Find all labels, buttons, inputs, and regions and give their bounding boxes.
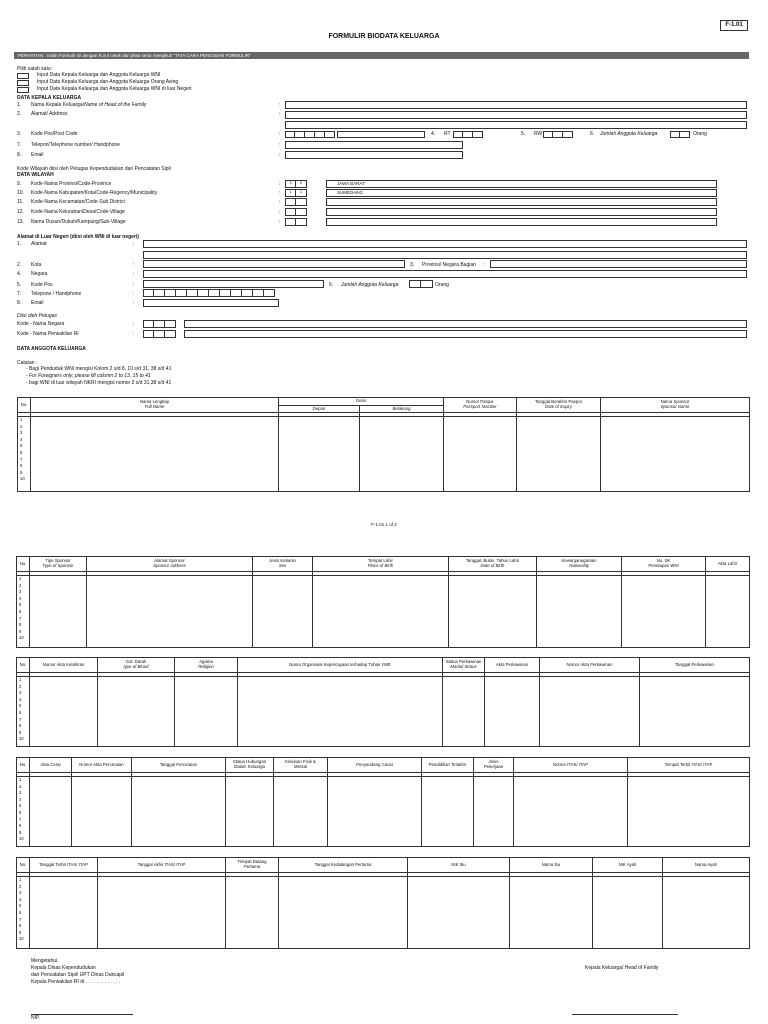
code-digit: 3 (285, 180, 296, 188)
catatan-note-1: - Bagi Penduduk WNI mengisi Kolom 2 s/d 8, 10 s/d 31, 38 s/d 41 (26, 366, 172, 372)
col-tgl-paspor-en: Date of Expiry (545, 404, 573, 409)
col-tanggal-lahir-en: Date of Birth (480, 563, 505, 568)
luar-alamat-no: 1. (17, 241, 22, 247)
luar-prov-label: Provinsi/ Negara Bagian (422, 262, 476, 268)
kepala-telp-label: Telepon/Telephone number/ Handphone (31, 142, 120, 148)
wilayah-no-10: 10. (17, 190, 24, 196)
choice-option-wni: Input Data Kepala Keluarga dan Anggota Keluarga WNI (37, 72, 161, 78)
luar-email-label: Email (31, 300, 44, 306)
luar-alamat-field-line1[interactable] (143, 240, 747, 248)
colon: : (279, 219, 281, 225)
wilayah-label-dusun: Nama Dusun/Dukuh/Kampung/Sub-Village (31, 219, 126, 225)
email-field[interactable] (285, 151, 463, 159)
luar-jumlah-cells[interactable] (409, 280, 433, 288)
colon: : (279, 111, 281, 117)
signature-line-left[interactable] (31, 1014, 133, 1015)
cell-tanggal-lahir[interactable] (449, 576, 537, 648)
col-organisasi: Nama Organisasi Kepercayaan terhadap Tuhan YME (238, 658, 443, 673)
cell-no-sk[interactable] (622, 576, 706, 648)
cell-kelainan[interactable] (274, 777, 328, 847)
col-kewarganegaraan (537, 557, 622, 572)
luar-orang-label: Orang (435, 282, 449, 288)
colon: : (133, 262, 135, 268)
col-tipe-sponsor-en: Type of Sponsor (42, 563, 74, 568)
col-tanggal-lahir (449, 557, 537, 572)
col-tgl-akhir-itas: Tanggal Akhir ITAS/ ITAP (98, 858, 226, 873)
luar-kota-no: 2. (17, 262, 22, 268)
col-alamat-sponsor-label: Alamat Sponsor (154, 558, 185, 564)
choice-option-asing: Input Data Kepala Keluarga dan Anggota Keluarga Orang Asing (37, 79, 179, 85)
col-jenis-kelamin (253, 557, 313, 572)
form-code-box (720, 20, 748, 31)
col-no: No. (17, 557, 30, 572)
col-agama (175, 658, 238, 673)
luar-negara-field[interactable] (143, 270, 747, 278)
col-nomor-paspor-en: Passport Number (463, 404, 497, 409)
cell-pekerjaan[interactable] (474, 777, 514, 847)
kepala-nama-en: Name of Head of the Family (84, 102, 147, 108)
choice-checkbox-wni[interactable] (17, 73, 29, 79)
col-no: No. (17, 858, 30, 873)
wilayah-label-kelurahan: Kode-Nama Kelurahan/Desa/Code-Village (31, 209, 125, 215)
anggota-heading: DATA ANGGOTA KELUARGA (17, 346, 86, 352)
colon: : (279, 142, 281, 148)
col-no: No. (17, 658, 30, 673)
cell-tipe-sponsor[interactable] (30, 576, 87, 648)
col-kelainan-label: Kelainan Fisik & (285, 759, 316, 765)
signature-line-right[interactable] (572, 1014, 678, 1015)
col-gol-darah-en: type of Blood (123, 664, 149, 669)
wilayah-no-13: 13. (17, 219, 24, 225)
catatan-note-2: - For Foreigners only, please fill column 2 to 13, 15 to 41 (26, 373, 151, 379)
choice-label: Pilih salah satu: (17, 66, 53, 72)
kepala-rt-no: 4. (431, 131, 436, 137)
code-digit: 2 (296, 180, 307, 188)
kepala-telp-no: 7. (17, 142, 22, 148)
kabupaten-value: SUMEDANG (337, 190, 364, 195)
colon: : (133, 291, 135, 297)
col-tanggal-lahir-label: Tanggal, Bulan, Tahun Lahir (465, 558, 520, 564)
kodepos-extra-field[interactable] (337, 131, 425, 138)
cell-nik-ayah[interactable] (593, 877, 663, 949)
kelurahan-name-field[interactable] (326, 208, 717, 216)
cell-penyandang-cacat[interactable] (328, 777, 422, 847)
wilayah-label-kecamatan: Kode-Nama Kecamatan/Code-Sub District (31, 199, 125, 205)
kabupaten-name-field[interactable] (326, 189, 717, 197)
rw-cells[interactable] (543, 131, 573, 138)
col-status-hubungan (226, 758, 274, 773)
col-tipe-sponsor (30, 557, 87, 572)
col-tgl-paspor (517, 398, 601, 413)
col-no-sk (622, 557, 706, 572)
luar-email-field[interactable] (143, 299, 279, 307)
cell-status-kawin[interactable] (443, 677, 485, 747)
cell-akta-cerai[interactable] (30, 777, 72, 847)
code-digit: 1 (285, 189, 296, 197)
footer-line-1: Kepala Dinas Kependudukan (31, 965, 96, 971)
luar-provinsi-field[interactable] (490, 260, 747, 268)
col-nomor-akta-perkawinan: Nomor Akta Perkawinan (540, 658, 640, 673)
kepala-email-label: Email (31, 152, 44, 158)
alamat-field-line2[interactable] (285, 121, 747, 129)
petugas-perwakilan-name[interactable] (184, 330, 747, 338)
col-tgl-terbit-itas: Tanggal Terbit ITAS/ ITAP (30, 858, 98, 873)
cell-tanggal-perkawinan[interactable] (640, 677, 750, 747)
colon: : (279, 190, 281, 196)
col-gol-darah (98, 658, 175, 673)
col-kewarganegaraan-label: Kewarganegaraan (561, 558, 597, 564)
cell-nomor-itas[interactable] (514, 777, 628, 847)
provinsi-name-field[interactable] (326, 180, 717, 188)
form-title: FORMULIR BIODATA KELUARGA (328, 33, 440, 40)
cell-tempat-lahir[interactable] (313, 576, 449, 648)
luar-negara-no: 4. (17, 271, 22, 277)
telepon-field[interactable] (285, 141, 463, 149)
kepala-alamat-label: Alamat/ Address (31, 111, 68, 117)
cell-nama-ibu[interactable] (510, 877, 593, 949)
petugas-heading: Diisi oleh Petugas (17, 313, 58, 319)
cell-tempat-datang[interactable] (226, 877, 279, 949)
petugas-negara-label: Kode - Nama Negara (17, 321, 65, 327)
col-status-kawin (443, 658, 485, 673)
col-tanggal-cerai: Tanggal Perceraian (132, 758, 226, 773)
petugas-negara-code[interactable] (143, 320, 176, 328)
col-nama-lengkap-en: Full Name (144, 404, 165, 409)
col-tempat-lahir-en: Place of Birth (367, 563, 394, 568)
colon: : (133, 331, 135, 337)
footer-line-2: dan Pencatatan Sipil/ UPT Dinas Dukcapil (31, 972, 125, 978)
cell-akta-lahir[interactable] (706, 576, 750, 648)
cell-tanggal-cerai[interactable] (132, 777, 226, 847)
luar-alamat-field-line2[interactable] (143, 251, 747, 259)
col-pekerjaan-label-2: Pekerjaan (483, 764, 504, 769)
col-jenis-kelamin-en: Sex (278, 563, 287, 568)
luar-prov-no: 3. (410, 262, 415, 268)
choice-checkbox-luar-negeri[interactable] (17, 87, 29, 93)
col-kewarganegaraan-en: Nationality (568, 563, 590, 568)
col-pekerjaan (474, 758, 514, 773)
cell-nomor-akta-cerai[interactable] (72, 777, 132, 847)
luar-kota-field[interactable] (143, 260, 405, 268)
colon: : (483, 262, 485, 268)
catatan-label: Catatan : (17, 360, 38, 366)
cell-alamat-sponsor[interactable] (87, 576, 253, 648)
col-nama-sponsor-label: Nama Sponsor (660, 399, 690, 405)
col-nik-ayah: NIK Ayah (593, 858, 663, 873)
col-nama-lengkap (31, 398, 279, 413)
cell-gol-darah[interactable] (98, 677, 175, 747)
col-gol-darah-label: Gol. Darah (125, 659, 147, 665)
row-numbers: 1 2 3 4 5 6 7 8 9 10 (17, 576, 30, 648)
luar-heading: Alamat di Luar Negeri (diisi oleh WNI di luar negeri) (17, 234, 139, 240)
col-no-sk-label: No. SK (656, 558, 671, 564)
anggota-table-3 (16, 657, 750, 747)
cell-nama-ayah[interactable] (663, 877, 750, 949)
notice-bar (14, 52, 749, 59)
colon: : (133, 321, 135, 327)
kepala-kodepos-no: 3. (17, 131, 22, 137)
wilayah-heading: DATA WILAYAH (17, 172, 54, 178)
col-gelar-belakang: Belakang (360, 406, 444, 413)
kecamatan-name-field[interactable] (326, 198, 717, 206)
luar-telepon-cells[interactable] (143, 289, 275, 297)
colon: : (133, 241, 135, 247)
col-agama-label: Agama (199, 659, 213, 665)
provinsi-code-cells[interactable] (285, 180, 307, 188)
colon: : (133, 282, 135, 288)
luar-negara-label: Negara (31, 271, 48, 277)
col-tempat-datang-label: Tempat Datang (237, 859, 267, 865)
footer-line-3: Kepala Perwakilan RI di . . . . . . . . . . . . . (31, 979, 121, 985)
row-numbers: 1 2 3 4 5 6 7 8 9 10 (17, 677, 30, 747)
colon: : (133, 300, 135, 306)
colon: : (279, 102, 281, 108)
luar-telp-label: Telepone / Handphone (31, 291, 82, 297)
kepala-jml-label: Jumlah Anggota Keluarga (600, 131, 658, 137)
provinsi-value: JAWA BARAT (337, 181, 365, 186)
col-no-sk-label-2: Penetapan WNI (648, 563, 679, 568)
colon: : (279, 199, 281, 205)
cell-kewarganegaraan[interactable] (537, 576, 622, 648)
row-numbers: 1 2 3 4 5 6 7 8 9 10 (17, 877, 30, 949)
cell-paspor[interactable] (444, 417, 517, 492)
wilayah-label-provinsi: Kode-Nama Provinsi/Code-Province (31, 181, 112, 187)
col-status-hubungan-label: Status Hubungan (232, 759, 267, 765)
luar-kodepos-field[interactable] (143, 280, 324, 288)
code-digit: 1 (296, 189, 307, 197)
row-numbers: 1 2 3 4 5 6 7 8 9 10 (18, 417, 31, 492)
dusun-code-cells[interactable] (285, 218, 307, 226)
col-pekerjaan-label: Jenis (488, 759, 499, 765)
col-akta-lahir: Akta Lahir (706, 557, 750, 572)
kepala-rw-no: 5. (521, 131, 526, 137)
luar-kodepos-no: 5. (17, 282, 22, 288)
choice-option-luar-negeri: Input Data Kepala Keluarga dan Anggota Keluarga WNI di luar Negeri (37, 86, 192, 92)
colon: : (279, 209, 281, 215)
col-tempat-datang-label-2: Pertama (243, 864, 261, 869)
cell-tempat-terbit-itas[interactable] (628, 777, 750, 847)
col-akta-perkawinan: Akta Perkawinan (485, 658, 540, 673)
cell-nomor-akta-perkawinan[interactable] (540, 677, 640, 747)
form-code: F-1.01 (725, 22, 743, 28)
col-kelainan-label-2: Mental (294, 764, 307, 769)
kepala-nama-text: Nama Kepala Keluarga/ (31, 102, 85, 108)
wilayah-no-9: 9. (17, 181, 22, 187)
col-tempat-lahir (313, 557, 449, 572)
col-status-hubungan-label-2: Dalam Keluarga (234, 764, 265, 769)
anggota-table-1 (17, 397, 750, 492)
col-gelar: Gelar (279, 398, 444, 406)
col-nik-ibu: NIK Ibu (408, 858, 510, 873)
wilayah-label-kabupaten: Kode-Nama Kabupaten/Kota/Code-Regency/Municipality (31, 190, 158, 196)
cell-akta-kelahiran[interactable] (30, 677, 98, 747)
anggota-table-5 (16, 857, 750, 949)
cell-gelar-depan[interactable] (279, 417, 360, 492)
col-nama-sponsor (601, 398, 750, 413)
luar-telp-no: 7. (17, 291, 22, 297)
colon: : (133, 271, 135, 277)
cell-agama[interactable] (175, 677, 238, 747)
kepala-rw-label: RW (534, 131, 543, 137)
nama-kepala-field[interactable] (285, 101, 747, 109)
footer-nip: NIP. (31, 1015, 41, 1021)
cell-organisasi[interactable] (238, 677, 443, 747)
col-status-kawin-label: Status Perkawinan (445, 659, 482, 665)
kodepos-cells[interactable] (285, 131, 335, 138)
notice-text: PERHATIAN : Isilah Formulir ini dengan huruf cetak dan jelas serta mengikuti "TATA CARA PENGISIAN FORMULIR" (18, 53, 251, 58)
col-nomor-paspor (444, 398, 517, 413)
col-tempat-lahir-label: Tempat Lahir (368, 558, 393, 564)
kepala-rt-label: RT (444, 131, 451, 137)
jumlah-anggota-cells[interactable] (670, 131, 690, 138)
cell-status-hubungan[interactable] (226, 777, 274, 847)
kepala-email-no: 8. (17, 152, 22, 158)
col-alamat-sponsor (87, 557, 253, 572)
kecamatan-code-cells[interactable] (285, 198, 307, 206)
kepala-nama-no: 1. (17, 102, 22, 108)
col-nomor-paspor-label: Nomor Paspor (466, 399, 494, 405)
luar-jml-label: Jumlah Anggota Keluarga (341, 282, 399, 288)
cell-gelar-belakang[interactable] (360, 417, 444, 492)
kepala-kodepos-label: Kode Pos/Post Code (31, 131, 78, 137)
col-agama-en: Religion (198, 664, 214, 669)
col-no: No. (17, 758, 30, 773)
col-status-kawin-en: Marital Status (450, 664, 477, 669)
luar-kodepos-label: Kode Pos (31, 282, 53, 288)
col-tipe-sponsor-label: Tipe Sponsor (45, 558, 71, 564)
col-nama-ayah: Nama Ayah (663, 858, 750, 873)
luar-email-no: 8. (17, 300, 22, 306)
choice-checkbox-asing[interactable] (17, 80, 29, 86)
footer-kepala-keluarga: Kepala Keluarga/ Head of Family (585, 965, 659, 971)
cell-akta-perkawinan[interactable] (485, 677, 540, 747)
col-akta-cerai: Akta Cerai (30, 758, 72, 773)
footer-mengetahui: Mengetahui, (31, 958, 59, 964)
luar-alamat-label: Alamat (31, 241, 47, 247)
dusun-name-field[interactable] (326, 218, 717, 226)
wilayah-note: Kode Wilayah diisi oleh Petugas Kependudukan dan Pencatatan Sipil (17, 166, 171, 172)
cell-nik-ibu[interactable] (408, 877, 510, 949)
kepala-nama-label (31, 103, 146, 109)
col-penyandang-cacat: Penyandang Cacat (328, 758, 422, 773)
cell-pendidikan[interactable] (422, 777, 474, 847)
row-numbers: 1 2 3 4 5 6 7 8 9 10 (17, 777, 30, 847)
cell-tgl-kedatangan[interactable] (279, 877, 408, 949)
kabupaten-code-cells[interactable] (285, 189, 307, 197)
col-tempat-datang (226, 858, 279, 873)
colon: : (279, 152, 281, 158)
page-label: F-1.01 1 of 2 (371, 522, 397, 527)
col-alamat-sponsor-en: Sponsor Address (153, 563, 186, 568)
luar-jml-no: 6. (329, 282, 334, 288)
petugas-perwakilan-label: Kode - Nama Perwakilan RI (17, 331, 79, 337)
col-nomor-itas: Nomor ITAS/ ITAP (514, 758, 628, 773)
col-nama-ibu: Nama Ibu (510, 858, 593, 873)
kepala-orang-label: Orang (693, 131, 707, 137)
col-nomor-akta-cerai: Nomor Akta Perceraian (72, 758, 132, 773)
luar-kota-label: Kota (31, 262, 42, 268)
kepala-jml-no: 6. (590, 131, 595, 137)
cell-tgl-terbit-itas[interactable] (30, 877, 98, 949)
alamat-field-line1[interactable] (285, 111, 747, 119)
cell-tgl-akhir-itas[interactable] (98, 877, 226, 949)
kelurahan-code-cells[interactable] (285, 208, 307, 216)
cell-nama[interactable] (31, 417, 279, 492)
kepala-heading: DATA KEPALA KELUARGA (17, 95, 82, 101)
cell-sponsor[interactable] (601, 417, 750, 492)
petugas-negara-name[interactable] (184, 320, 747, 328)
petugas-perwakilan-code[interactable] (143, 330, 176, 338)
col-akta-kelahiran: Nomor Akta Kelahiran (30, 658, 98, 673)
colon: : (279, 131, 281, 137)
col-nama-sponsor-en: Sponsor Name (660, 404, 690, 409)
col-tanggal-perkawinan: Tanggal Perkawinan (640, 658, 750, 673)
col-pendidikan: Pendidikan Terakhir (422, 758, 474, 773)
col-gelar-depan: Depan (279, 406, 360, 413)
catatan-note-3: - bagi WNI di luar wilayah NKRI mengisi nomor 2 s/d 31,38 s/d 41 (26, 380, 172, 386)
wilayah-no-11: 11. (17, 199, 24, 205)
col-kelainan (274, 758, 328, 773)
col-tgl-paspor-label: Tanggal Berakhir Paspor (534, 399, 583, 405)
colon: : (279, 181, 281, 187)
anggota-table-4 (16, 757, 750, 847)
col-no: No. (18, 398, 31, 413)
kepala-alamat-no: 2. (17, 111, 22, 117)
cell-tgl-paspor[interactable] (517, 417, 601, 492)
wilayah-no-12: 12. (17, 209, 24, 215)
col-nama-lengkap-label: Nama Lengkap (139, 399, 170, 405)
col-jenis-kelamin-label: Jenis Kelamin (269, 558, 296, 564)
col-tgl-kedatangan: Tanggal Kedatangan Pertama (279, 858, 408, 873)
rt-cells[interactable] (453, 131, 483, 138)
col-tempat-terbit-itas: Tempat Terbit ITAS/ ITAP (628, 758, 750, 773)
cell-jenis-kelamin[interactable] (253, 576, 313, 648)
anggota-table-2 (16, 556, 750, 648)
